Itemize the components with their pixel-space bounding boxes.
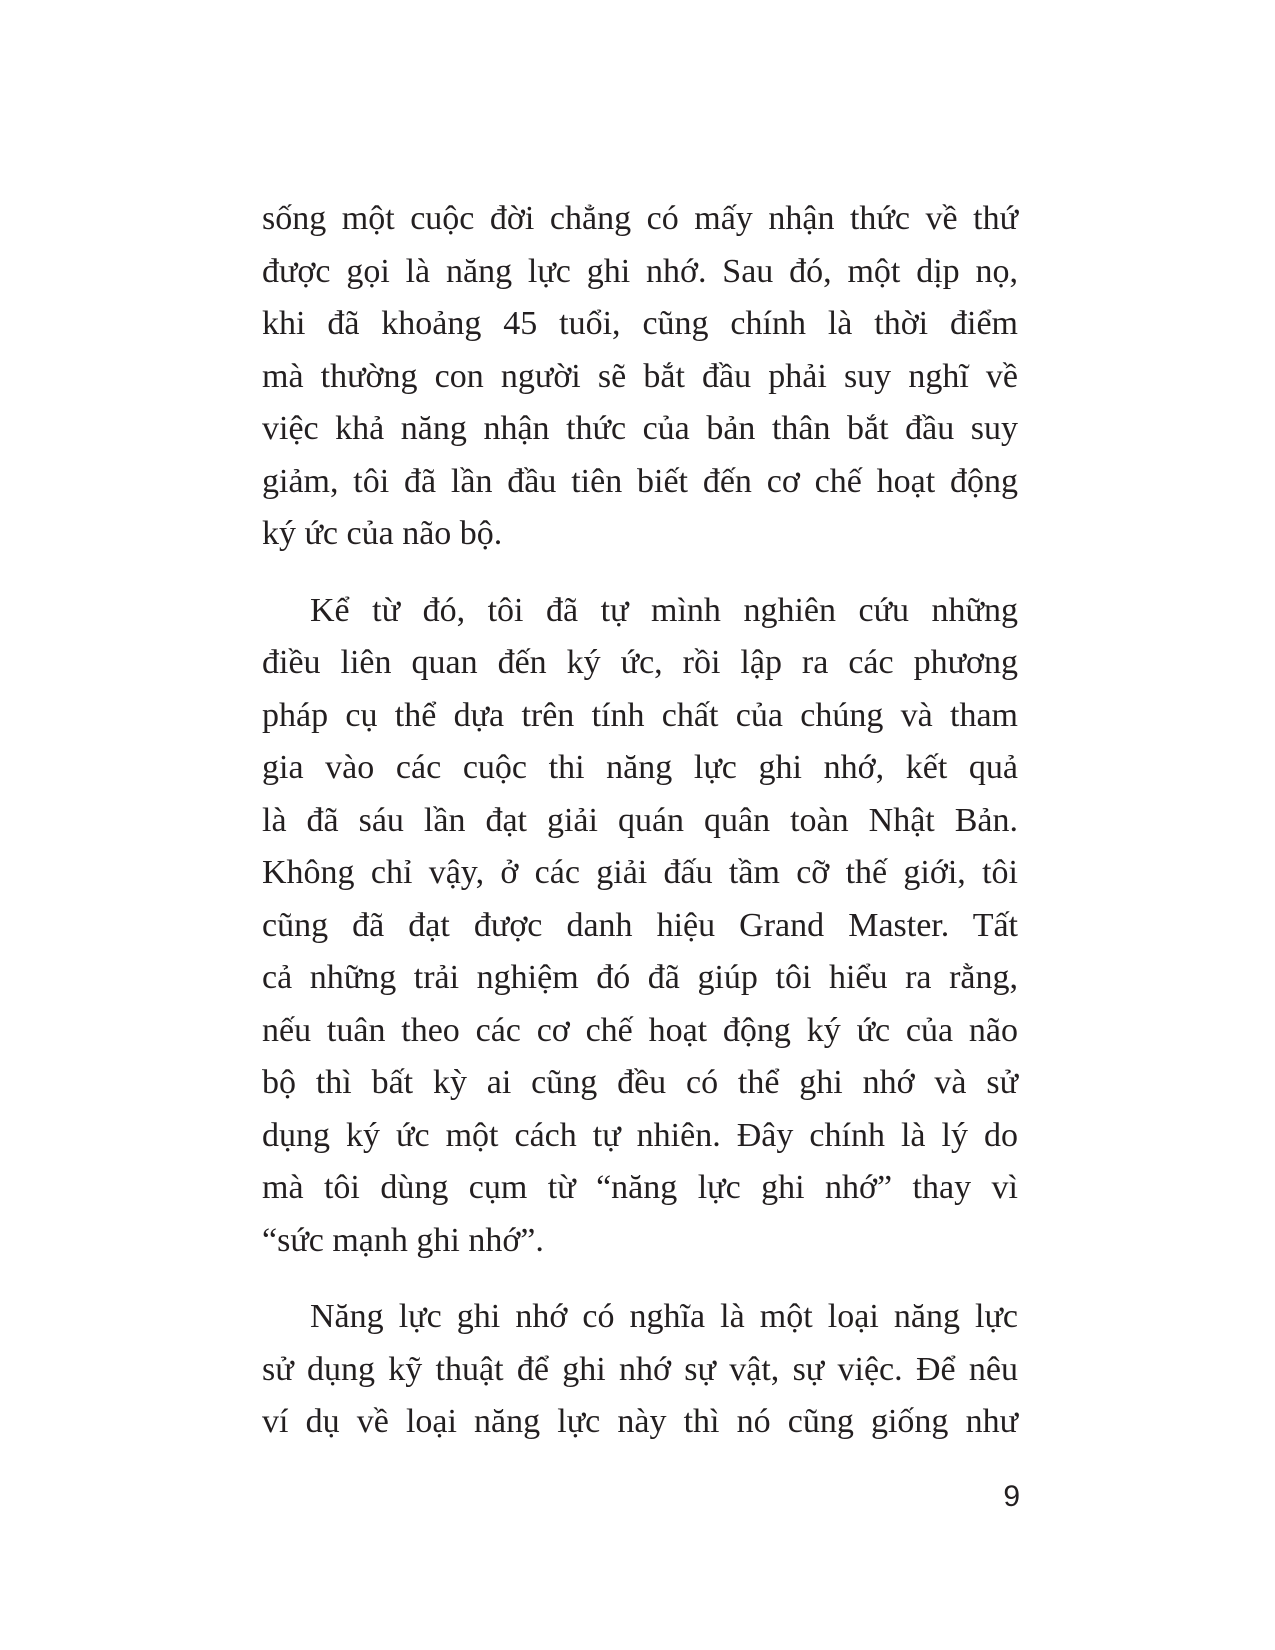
paragraph-gap (262, 561, 1018, 585)
text-line: ký ức của não bộ. (262, 515, 503, 552)
paragraph-gap (262, 1267, 1018, 1291)
text-line: điều liên quan đến ký ức, rồi lập ra các phương (262, 644, 1018, 681)
text-line: ví dụ về loại năng lực này thì nó cũng giống như (262, 1403, 1018, 1440)
text-line: Không chỉ vậy, ở các giải đấu tầm cỡ thế giới, tôi (262, 854, 1018, 891)
text-line: dụng ký ức một cách tự nhiên. Đây chính là lý do (262, 1116, 1018, 1154)
text-line: sử dụng kỹ thuật để ghi nhớ sự vật, sự việc. Để nêu (262, 1350, 1018, 1388)
text-line: cả những trải nghiệm đó đã giúp tôi hiểu ra rằng, (262, 959, 1018, 996)
text-line: được gọi là năng lực ghi nhớ. Sau đó, một dịp nọ, (262, 252, 1018, 290)
text-line: Năng lực ghi nhớ có nghĩa là một loại năng lực (310, 1298, 1018, 1335)
body-text (262, 193, 1018, 1449)
text-line: khi đã khoảng 45 tuổi, cũng chính là thời điểm (262, 305, 1018, 342)
text-line: sống một cuộc đời chẳng có mấy nhận thức về thứ (262, 200, 1018, 237)
text-line: mà tôi dùng cụm từ “năng lực ghi nhớ” thay vì (262, 1169, 1018, 1206)
text-line: mà thường con người sẽ bắt đầu phải suy nghĩ về (262, 357, 1018, 395)
text-line: giảm, tôi đã lần đầu tiên biết đến cơ chế hoạt động (262, 462, 1018, 500)
text-line: pháp cụ thể dựa trên tính chất của chúng và tham (262, 696, 1018, 734)
text-line: nếu tuân theo các cơ chế hoạt động ký ức của não (262, 1011, 1018, 1049)
text-line: gia vào các cuộc thi năng lực ghi nhớ, kết quả (262, 749, 1018, 786)
text-line: cũng đã đạt được danh hiệu Grand Master. Tất (262, 906, 1018, 944)
text-line: bộ thì bất kỳ ai cũng đều có thể ghi nhớ và sử (262, 1064, 1018, 1101)
text-line: Kể từ đó, tôi đã tự mình nghiên cứu những (310, 591, 1018, 629)
text-line: “sức mạnh ghi nhớ”. (262, 1221, 544, 1259)
text-line: việc khả năng nhận thức của bản thân bắt đầu suy (262, 410, 1018, 447)
page-number: 9 (1003, 1480, 1020, 1513)
text-line: là đã sáu lần đạt giải quán quân toàn Nhật Bản. (262, 801, 1018, 839)
